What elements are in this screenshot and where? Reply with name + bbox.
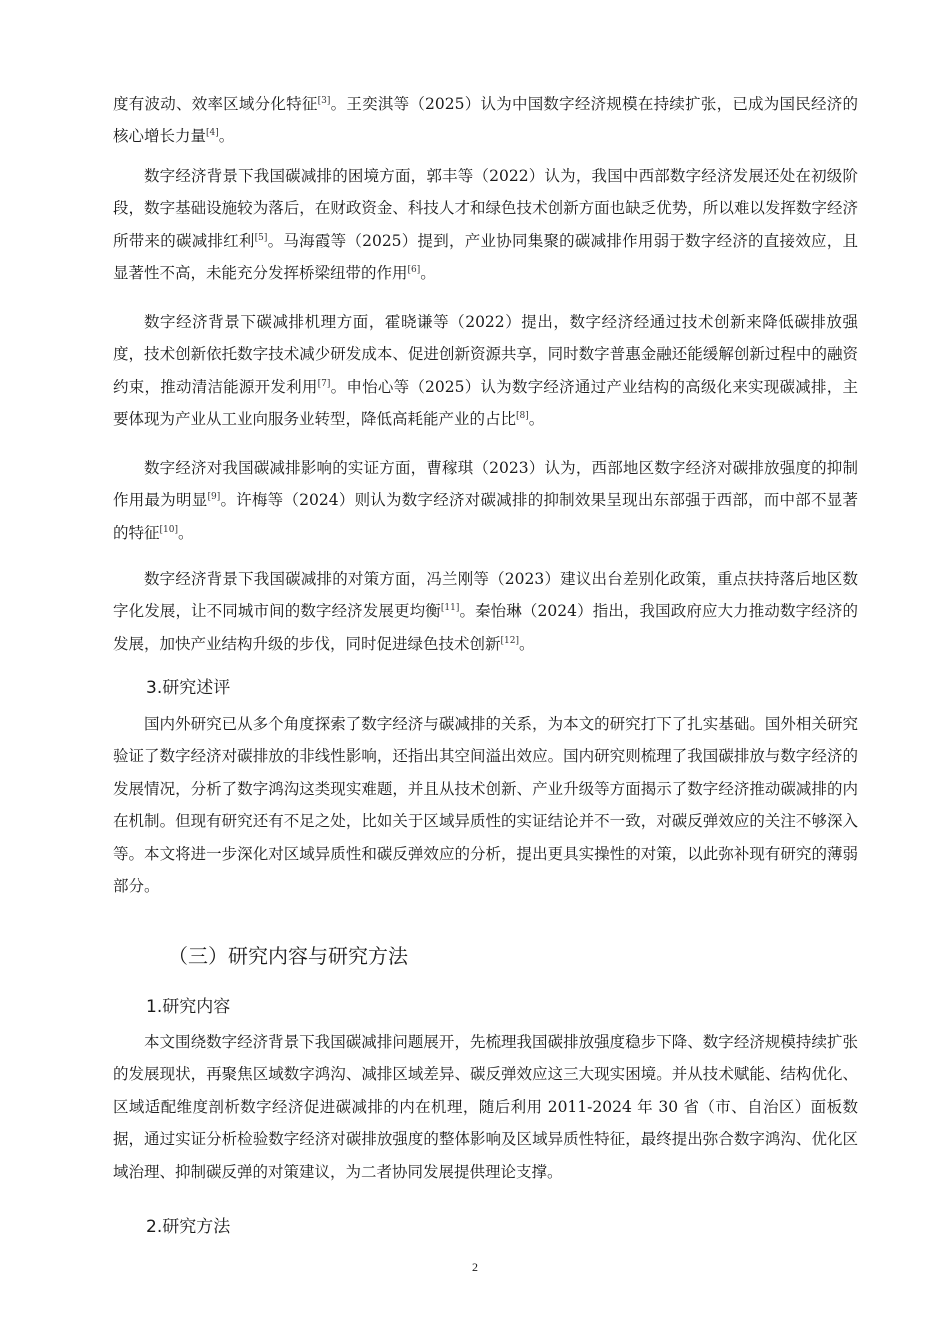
citation-ref[interactable]: [5] — [254, 232, 268, 243]
paragraph-text: 数字经济背景下我国碳减排的对策方面，冯兰刚等（2023）建议出台差别化政策，重点扶持落后地区数字化发展，让不同城市间的数字经济发展更均衡 — [113, 570, 858, 621]
paragraph-text: 。申怡心等（2025）认为数字经济通过产业结构的高级化来实现碳减排，主要体现为产业从工业向服务业转型，降低高耗能产业的占比 — [113, 377, 858, 429]
paragraph-5 — [113, 563, 858, 660]
paragraph-3 — [113, 306, 858, 436]
heading-research-content: 1.研究内容 — [146, 997, 231, 1017]
paragraph-text: 。许梅等（2024）则认为数字经济对碳减排的抑制效果呈现出东部强于西部，而中部不显著的特征 — [113, 491, 858, 542]
citation-ref[interactable]: [6] — [407, 265, 421, 276]
paragraph-text: 。 — [178, 523, 194, 542]
paragraph-1 — [113, 88, 858, 153]
citation-ref[interactable]: [7] — [317, 378, 331, 389]
paragraph-text: 数字经济背景下我国碳减排的困境方面，郭丰等（2022）认为，我国中西部数字经济发展还处在初级阶段，数字基础设施较为落后，在财政资金、科技人才和绿色技术创新方面也缺乏优势，所以难以发挥数字经济所带来的碳减排红利 — [113, 167, 858, 250]
heading-research-review: 3.研究述评 — [146, 678, 231, 698]
citation-ref[interactable]: [10] — [159, 524, 178, 535]
paragraph-text: 。秦怡琳（2024）指出，我国政府应大力推动数字经济的发展，加快产业结构升级的步伐，同时促进绿色技术创新 — [113, 602, 858, 653]
page-number: 2 — [472, 1260, 478, 1274]
paragraph-4 — [113, 452, 858, 549]
citation-ref[interactable]: [8] — [516, 411, 529, 422]
paragraph-text: 。 — [420, 264, 436, 283]
paragraph-text: 数字经济背景下碳减排机理方面，霍晓谦等（2022）提出，数字经济经通过技术创新来降低碳排放强度，技术创新依托数字技术减少研发成本、促进创新资源共享，同时数字普惠金融还能缓解创新过程中的融资约束，推动清洁能源开发利用 — [113, 313, 858, 396]
paragraph-text: 数字经济对我国碳减排影响的实证方面，曹稼琪（2023）认为，西部地区数字经济对碳排放强度的抑制作用最为明显 — [113, 459, 858, 510]
paragraph-text: 。 — [519, 634, 535, 653]
citation-ref[interactable]: [4] — [206, 128, 219, 139]
citation-ref[interactable]: [12] — [500, 635, 519, 646]
paragraph-text: 。 — [528, 410, 545, 429]
paragraph-2 — [113, 160, 858, 290]
paragraph-text: 。 — [218, 127, 235, 146]
citation-ref[interactable]: [3] — [317, 95, 331, 106]
paragraph-7: 本文围绕数字经济背景下我国碳减排问题展开，先梳理我国碳排放强度稳步下降、数字经济规模持续扩张的发展现状，再聚焦区域数字鸿沟、减排区域差异、碳反弹效应这三大现实困境。并从技术赋能、结构优化、区域适配维度剖析数字经济促进碳减排的内在机理，随后利用 2011-2024 年 30 省（市、自治区）面板数据，通过实证分析检验数字经济对碳排放强度的整体影响及区域异质性特征，最终提出弥合数字鸿沟、优化区域治理、抑制碳反弹的对策建议，为二者协同发展提供理论支撑。 — [113, 1033, 858, 1181]
heading-research-method: 2.研究方法 — [146, 1217, 231, 1237]
citation-ref[interactable]: [9] — [207, 492, 221, 503]
paragraph-text: 。王奕淇等（2025）认为中国数字经济规模在持续扩张，已成为国民经济的核心增长力量 — [113, 95, 858, 146]
paragraph-6: 国内外研究已从多个角度探索了数字经济与碳减排的关系，为本文的研究打下了扎实基础。国外相关研究验证了数字经济对碳排放的非线性影响，还指出其空间溢出效应。国内研究则梳理了我国碳排放与数字经济的发展情况，分析了数字鸿沟这类现实难题，并且从技术创新、产业升级等方面揭示了数字经济推动碳减排的内在机制。但现有研究还有不足之处，比如关于区域异质性的实证结论并不一致，对碳反弹效应的关注不够深入等。本文将进一步深化对区域异质性和碳反弹效应的分析，提出更具实操性的对策，以此弥补现有研究的薄弱部分。 — [113, 715, 858, 896]
paragraph-text: 。马海霞等（2025）提到，产业协同集聚的碳减排作用弱于数字经济的直接效应，且显著性不高，未能充分发挥桥梁纽带的作用 — [113, 231, 858, 283]
paragraph-text: 度有波动、效率区域分化特征 — [113, 95, 318, 113]
heading-section-3: （三）研究内容与研究方法 — [168, 944, 408, 968]
citation-ref[interactable]: [11] — [440, 603, 460, 614]
